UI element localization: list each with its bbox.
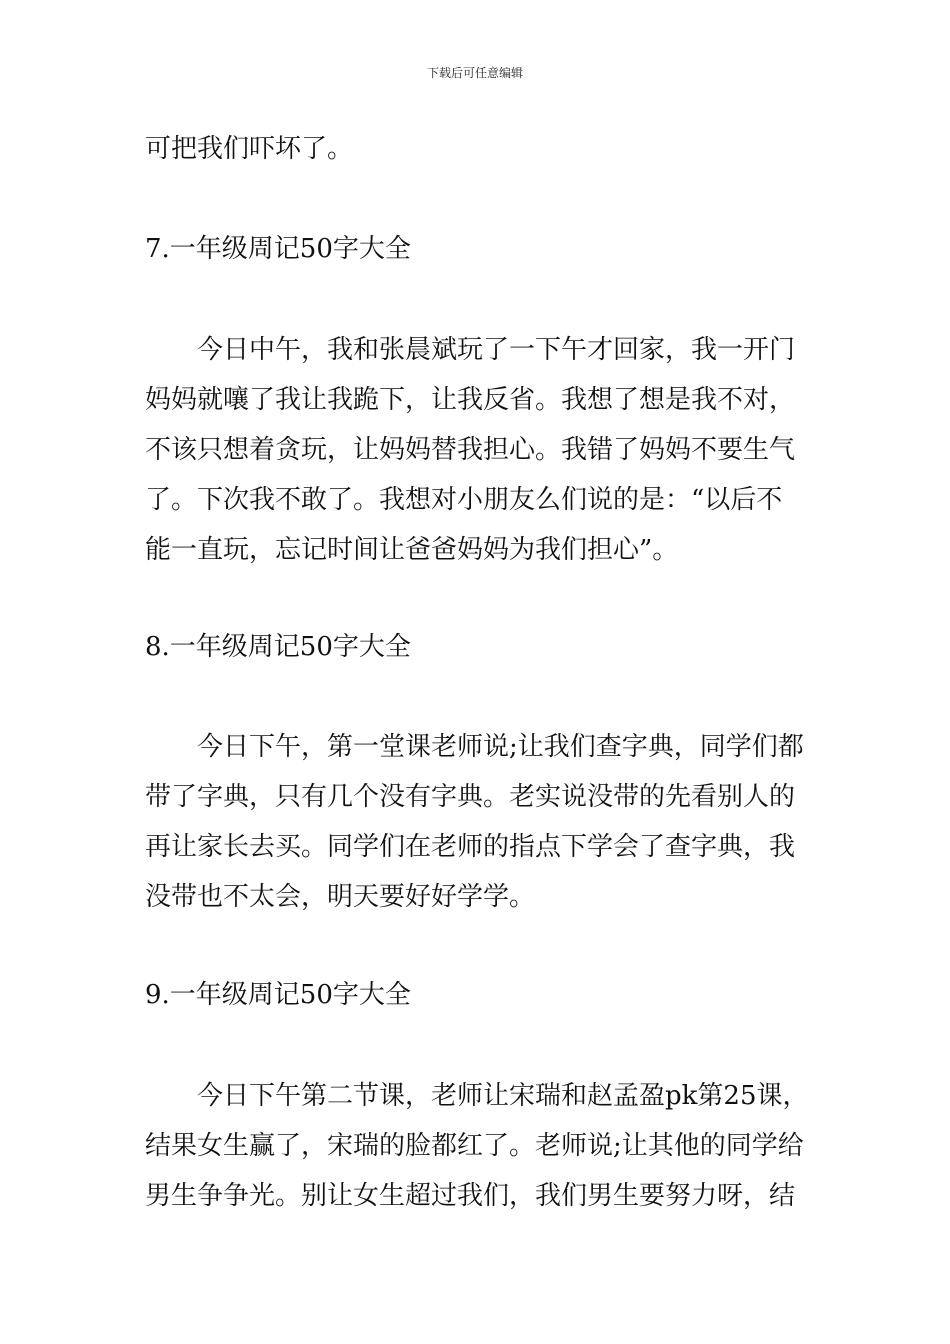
text-line: 今日中午，我和张晨斌玩了一下午才回家，我一开门 (145, 335, 796, 365)
text-line: 再让家长去买。同学们在老师的指点下学会了查字典，我 (145, 832, 796, 862)
section-heading-9 (145, 970, 810, 1020)
paragraph-intro (145, 124, 810, 174)
page-header: 下载后可任意编辑 (426, 66, 523, 80)
text-line: 带了字典，只有几个没有字典。老实说没带的先看别人的 (145, 782, 796, 812)
text-line: 了。下次我不敢了。我想对小朋友么们说的是：“以后不 (145, 485, 783, 515)
paragraph-entry-8 (145, 722, 810, 922)
heading-text: 9.一年级周记50字大全 (145, 980, 411, 1010)
section-heading-7 (145, 224, 810, 274)
text-line: 结果女生赢了，宋瑞的脸都红了。老师说;让其他的同学给 (145, 1131, 804, 1161)
paragraph-entry-7 (145, 325, 810, 575)
text-line: 妈妈就嚷了我让我跪下，让我反省。我想了想是我不对， (145, 385, 796, 415)
text-line: 男生争争光。别让女生超过我们，我们男生要努力呀，结 (145, 1181, 796, 1211)
heading-text: 7.一年级周记50字大全 (145, 234, 411, 264)
text-line: 可把我们吓坏了。 (145, 134, 354, 164)
section-heading-8 (145, 622, 810, 672)
paragraph-entry-9 (145, 1071, 810, 1221)
heading-text: 8.一年级周记50字大全 (145, 632, 411, 662)
text-line: 今日下午第二节课，老师让宋瑞和赵孟盈pk第25课， (145, 1081, 809, 1111)
text-line: 能一直玩，忘记时间让爸爸妈妈为我们担心”。 (145, 535, 679, 565)
text-line: 没带也不太会，明天要好好学学。 (145, 882, 536, 912)
text-line: 今日下午，第一堂课老师说;让我们查字典，同学们都 (145, 732, 804, 762)
text-line: 不该只想着贪玩，让妈妈替我担心。我错了妈妈不要生气 (145, 435, 796, 465)
